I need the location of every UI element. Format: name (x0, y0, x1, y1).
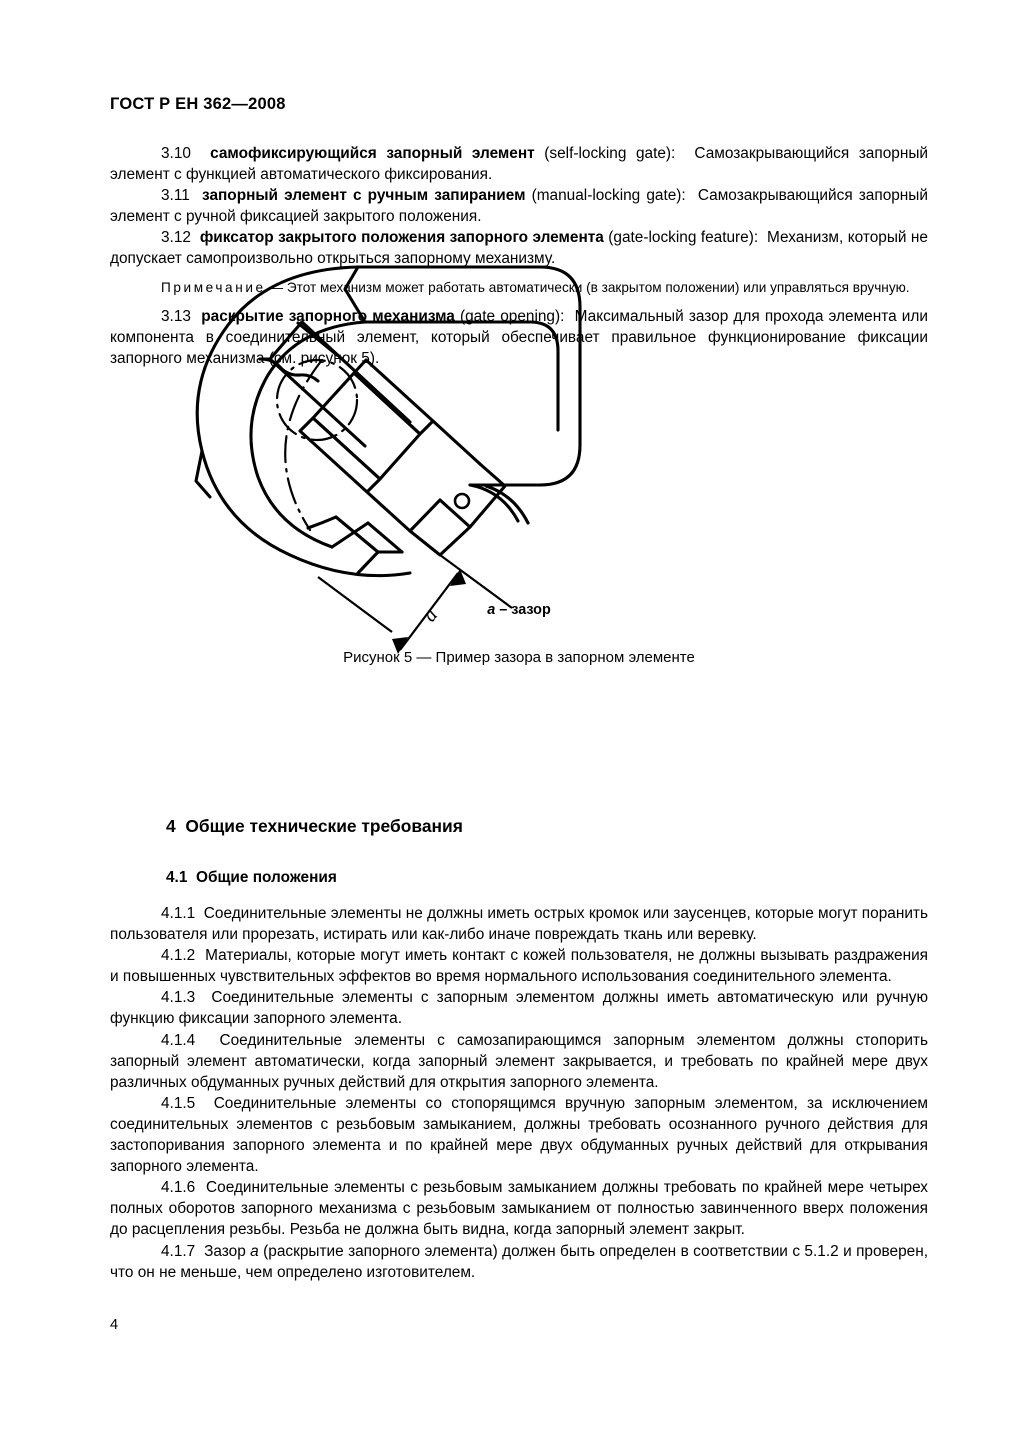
section-number: 4 (166, 816, 176, 836)
clause-number: 4.1.5 (161, 1094, 196, 1112)
clause-4-1-4 (110, 1030, 928, 1093)
definition-english: (gate opening): (460, 307, 565, 325)
definition-term: раскрытие запорного механизма (201, 307, 455, 325)
definition-term: фиксатор закрытого положения запорного элемента (199, 229, 604, 247)
definition-english: (gate-locking feature): (608, 229, 759, 247)
heading-section-4-1 (166, 869, 337, 887)
clause-4-1-7 (110, 1241, 928, 1283)
clause-text-after: (раскрытие запорного элемента) должен быть определен в соответствии с 5.1.2 и проверен, что он не меньше, чем определено изготовителем. (110, 1242, 928, 1281)
clause-4-1-6 (110, 1177, 928, 1240)
page-number: 4 (110, 1317, 119, 1333)
clause-number: 4.1.6 (161, 1179, 196, 1197)
note-dash: — (269, 279, 284, 295)
clause-4-1-3 (110, 987, 928, 1029)
page-content (110, 0, 928, 1448)
figure-caption: Рисунок 5 — Пример зазора в запорном элементе (343, 649, 695, 666)
figure-5 (110, 255, 928, 666)
clause-text: Материалы, которые могут иметь контакт с кожей пользователя, не должны вызывать раздражения и повышенных чувствительных эффектов во время нормального использования соединительного элемента. (110, 947, 928, 986)
subsection-title: Общие положения (195, 869, 337, 886)
definition-number: 3.12 (161, 229, 191, 247)
section-title: Общие технические требования (185, 816, 463, 836)
note-label: Примечание (161, 279, 266, 295)
figure-legend-text: зазор (511, 602, 551, 618)
clause-number: 4.1.1 (161, 905, 196, 922)
heading-section-4 (166, 816, 463, 837)
dimension-line-a (318, 531, 530, 650)
definition-body: Максимальный зазор для прохода элемента или компонента в соединительный элемент, который обеспечивает правильное функционирование фиксации запорного механизма (см. рисунок 5). (110, 307, 928, 367)
note-text: Этот механизм может работать автоматически (в закрытом положении) или управляться вручную. (286, 279, 910, 295)
definition-number: 3.13 (161, 307, 191, 325)
definition-term: самофиксирующийся запорный элемент (210, 145, 535, 162)
document-header-standard-number: ГОСТ Р ЕН 362—2008 (110, 95, 286, 113)
clause-number: 4.1.3 (161, 989, 196, 1007)
definition-body: Механизм, который не допускает самопроизвольно открыться запорному механизму. (110, 229, 928, 268)
definition-body: Самозакрывающийся запорный элемент с функцией автоматического фиксирования. (110, 145, 928, 184)
clause-italic-symbol: a (250, 1242, 259, 1260)
figure-legend-symbol: a (487, 602, 496, 618)
clause-text: Соединительные элементы с резьбовым замыканием должны требовать по крайней мере четырех полных оборотов запорного механизма с резьбовым замыканием от полностью завинченного вверх положения до расцепления резьбы. Резьба не должна быть видна, когда запорный элемент закрыт. (110, 1179, 928, 1239)
clause-text: Соединительные элементы не должны иметь острых кромок или заусенцев, которые могут поранить пользователя или прорезать, истирать или как-либо иначе повреждать ткань или веревку. (110, 905, 928, 944)
definition-english: (self-locking gate): (544, 145, 676, 162)
clause-4-1-2 (110, 945, 928, 987)
figure-legend-dash: – (499, 602, 508, 618)
definition-english: (manual-locking gate): (531, 187, 686, 205)
dimension-label-a: a (418, 604, 443, 627)
clause-4-1-1 (110, 903, 928, 945)
definition-3-10 (110, 143, 928, 185)
definition-number: 3.11 (161, 187, 190, 205)
clause-text: Соединительные элементы с запорным элементом должны иметь автоматическую или ручную функцию фиксации запорного элемента. (110, 989, 928, 1028)
definition-number: 3.10 (161, 145, 191, 162)
requirements-section (110, 903, 928, 1283)
clause-number: 4.1.7 (161, 1242, 196, 1260)
clause-text: Соединительные элементы с самозапирающимся запорным элементом должны стопорить запорный элемент автоматически, когда запорный элемент закрывается, и требовать по крайней мере двух различных обдуманных ручных действий для открытия запорного элемента. (110, 1031, 928, 1091)
clause-4-1-5 (110, 1093, 928, 1177)
clause-number: 4.1.2 (161, 947, 196, 965)
definition-term: запорный элемент с ручным запиранием (202, 187, 526, 205)
clause-text-before: Зазор (204, 1242, 246, 1260)
subsection-number: 4.1 (166, 869, 188, 886)
gate-assembly (260, 322, 528, 555)
clause-text: Соединительные элементы со стопорящимся вручную запорным элементом, за исключением соединительных элементов с резьбовым замыканием, должны требовать осознанного ручного действия для застопоривания запорного элемента и по крайней мере двух обдуманных ручных действий для открывания запорного элемента. (110, 1094, 928, 1176)
clause-number: 4.1.4 (161, 1031, 196, 1049)
definition-body: Самозакрывающийся запорный элемент с ручной фиксацией закрытого положения. (110, 187, 928, 226)
definition-3-11 (110, 185, 928, 227)
